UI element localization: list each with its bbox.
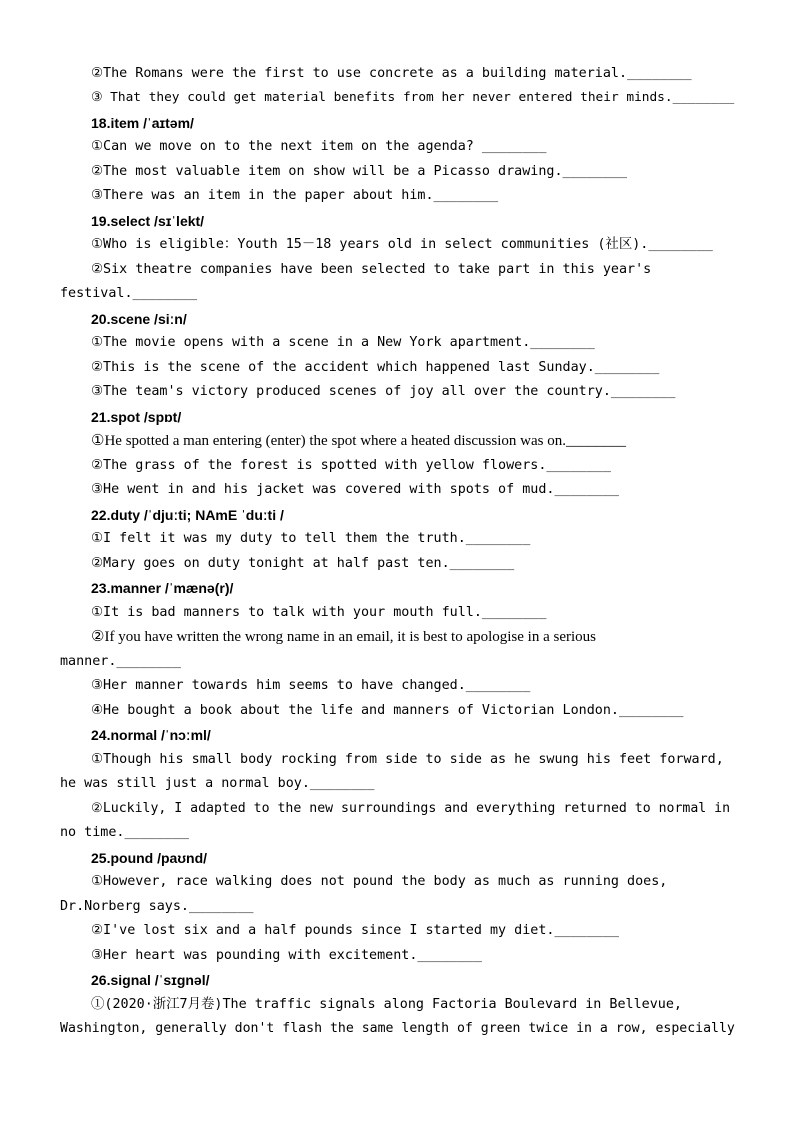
text-line: ②If you have written the wrong name in an email, it is best to apologise in a serious bbox=[91, 629, 596, 645]
text-line: ②This is the scene of the accident which happened last Sunday.________ bbox=[91, 360, 660, 375]
text-line: no time.________ bbox=[60, 825, 189, 840]
entry-heading: 20.scene /siːn/ bbox=[91, 311, 187, 327]
text-line: ②Six theatre companies have been selected to take part in this year's bbox=[91, 262, 652, 277]
text-line: ②Mary goes on duty tonight at half past ten.________ bbox=[91, 556, 515, 571]
text-line: ①Who is eligible：Youth 15－18 years old in select communities (社区).________ bbox=[91, 237, 713, 252]
entry-heading: 23.manner /ˈmænə(r)/ bbox=[91, 580, 234, 596]
text-line: ③Her heart was pounding with excitement.________ bbox=[91, 948, 482, 963]
text-line: ③Her manner towards him seems to have changed.________ bbox=[91, 678, 531, 693]
text-line: ③He went in and his jacket was covered with spots of mud.________ bbox=[91, 482, 619, 497]
text-line: ③The team's victory produced scenes of joy all over the country.________ bbox=[91, 384, 676, 399]
text-line: ②Luckily, I adapted to the new surroundings and everything returned to normal in bbox=[91, 801, 731, 816]
text-line: ④He bought a book about the life and manners of Victorian London.________ bbox=[91, 703, 684, 718]
text-line: ③ That they could get material benefits from her never entered their minds.________ bbox=[91, 90, 735, 105]
text-line: ②The Romans were the first to use concrete as a building material.________ bbox=[91, 66, 692, 81]
text-line: he was still just a normal boy.________ bbox=[60, 776, 375, 791]
text-line: ③There was an item in the paper about him.________ bbox=[91, 188, 499, 203]
text-line: festival.________ bbox=[60, 286, 198, 301]
text-line: ②The most valuable item on show will be a Picasso drawing.________ bbox=[91, 164, 628, 179]
text-line: ②I've lost six and a half pounds since I started my diet.________ bbox=[91, 923, 619, 938]
text-line: ①(2020·浙江7月卷)The traffic signals along Factoria Boulevard in Bellevue, bbox=[91, 997, 682, 1012]
text-line: ①Though his small body rocking from side to side as he swung his feet forward, bbox=[91, 752, 724, 767]
text-line: ①He spotted a man entering (enter) the spot where a heated discussion was on.________ bbox=[91, 433, 626, 449]
text-line: ②The grass of the forest is spotted with yellow flowers.________ bbox=[91, 458, 611, 473]
entry-heading: 21.spot /spɒt/ bbox=[91, 409, 182, 425]
text-line: ①It is bad manners to talk with your mouth full.________ bbox=[91, 605, 547, 620]
entry-heading: 18.item /ˈaɪtəm/ bbox=[91, 115, 194, 131]
entry-heading: 19.select /sɪˈlekt/ bbox=[91, 213, 205, 229]
entry-heading: 25.pound /paʊnd/ bbox=[91, 850, 208, 866]
entry-heading: 26.signal /ˈsɪɡnəl/ bbox=[91, 972, 210, 988]
text-line: ①I felt it was my duty to tell them the truth.________ bbox=[91, 531, 531, 546]
text-line: ①However, race walking does not pound the body as much as running does, bbox=[91, 874, 668, 889]
text-line: Dr.Norberg says.________ bbox=[60, 899, 254, 914]
text-line: ①Can we move on to the next item on the agenda? ________ bbox=[91, 139, 547, 154]
entry-heading: 24.normal /ˈnɔːml/ bbox=[91, 727, 211, 743]
entry-heading: 22.duty /ˈdjuːti; NAmE ˈduːti / bbox=[91, 507, 284, 523]
text-line: manner.________ bbox=[60, 654, 181, 669]
text-line: ①The movie opens with a scene in a New York apartment.________ bbox=[91, 335, 595, 350]
text-line: Washington, generally don't flash the same length of green twice in a row, especially bbox=[60, 1021, 735, 1036]
